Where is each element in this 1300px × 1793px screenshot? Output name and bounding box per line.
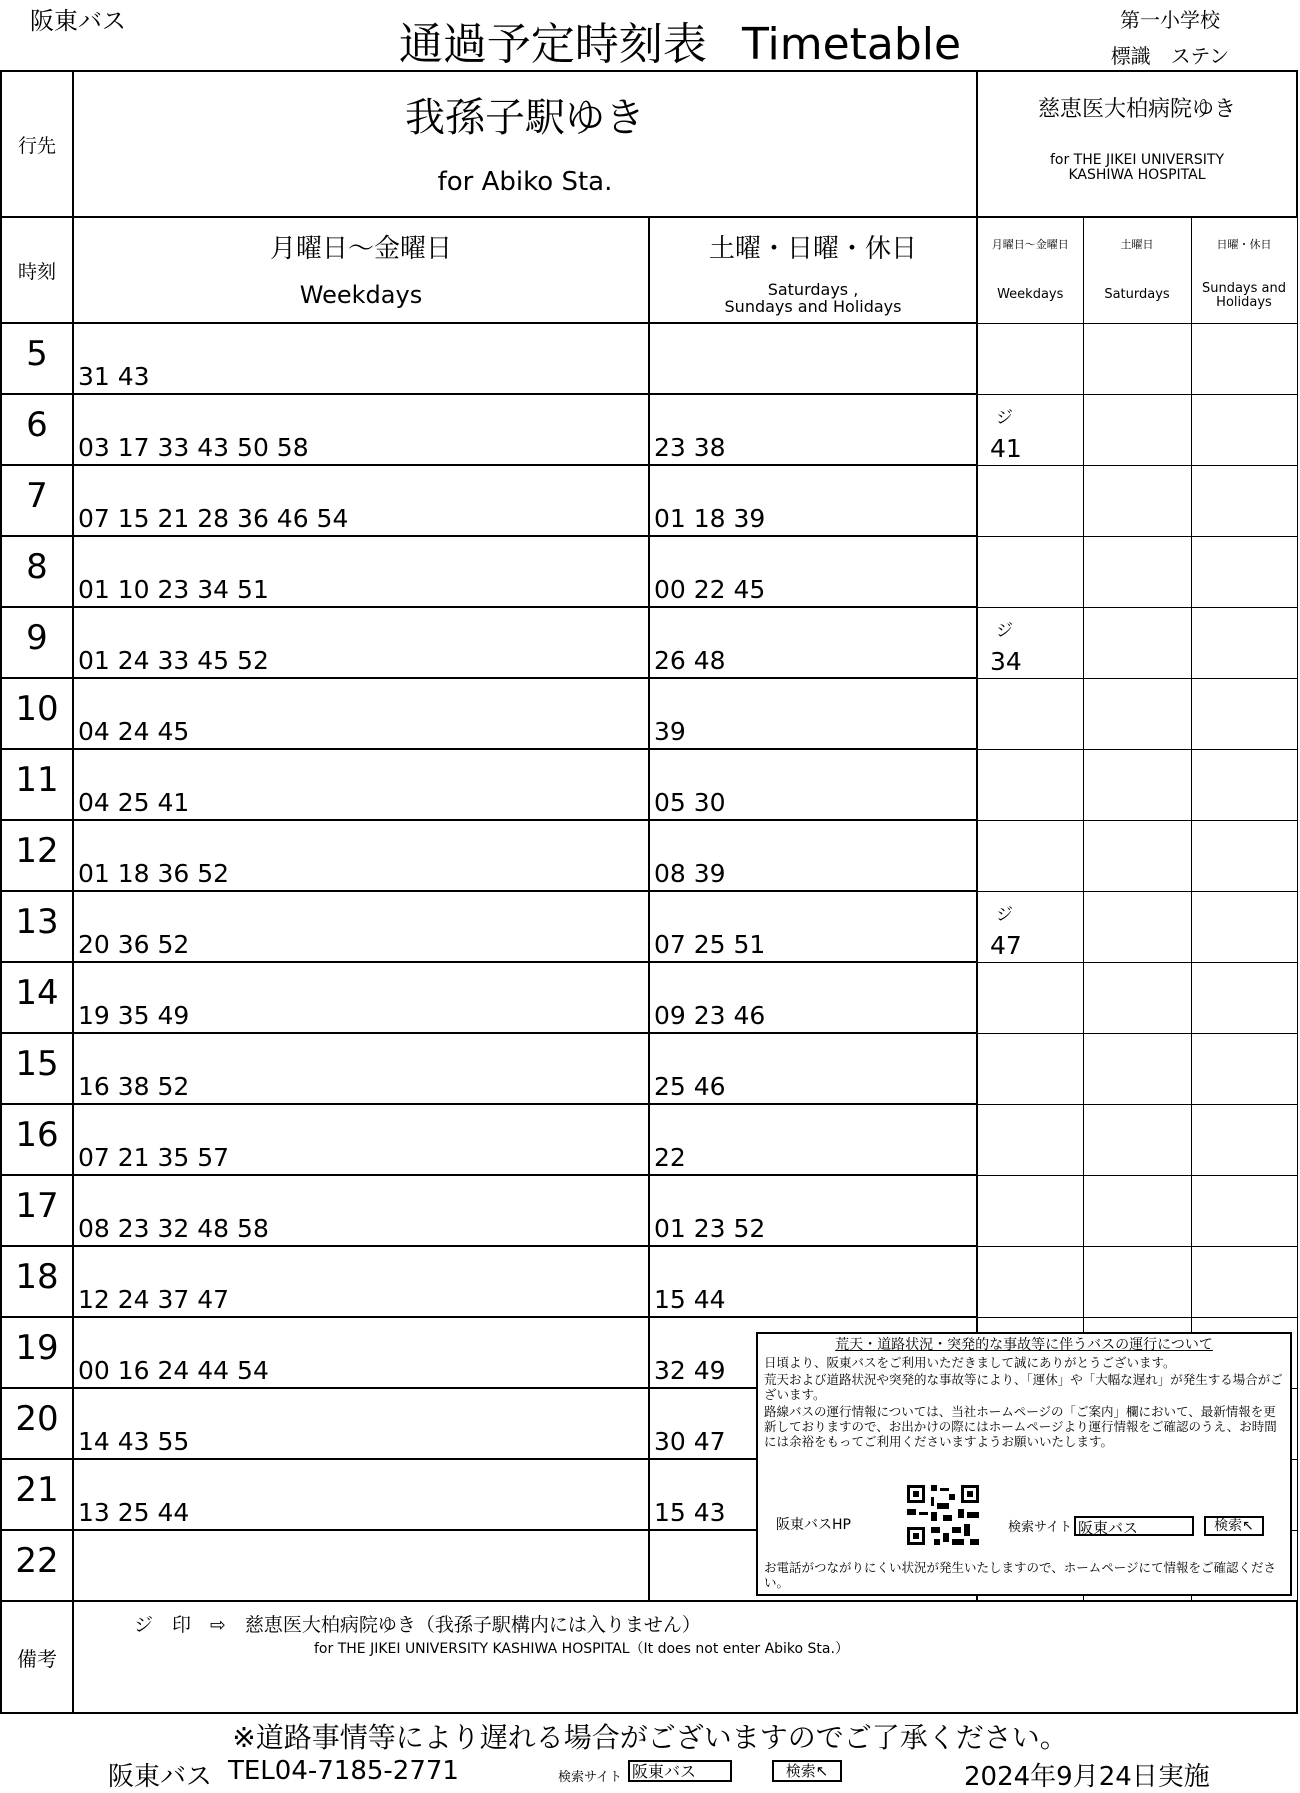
side-weekday-cell <box>977 891 1083 962</box>
side-holiday-cell <box>1191 891 1297 962</box>
hour-cell: 14 <box>1 962 73 1033</box>
hour-cell: 7 <box>1 465 73 536</box>
day-type-row <box>1 217 1297 323</box>
side-holiday-cell <box>1191 394 1297 465</box>
side-weekday-cell <box>977 323 1083 394</box>
hour-row <box>1 536 1297 607</box>
weekday-minutes-cell <box>73 749 649 820</box>
side-weekday-cell <box>977 465 1083 536</box>
side-weekdays-jp: 月曜日～金曜日 <box>991 238 1069 251</box>
side-holiday-cell <box>1191 607 1297 678</box>
hour-cell: 10 <box>1 678 73 749</box>
main-destination-en: for Abiko Sta. <box>437 167 613 197</box>
holiday-minutes-cell <box>649 678 977 749</box>
weekday-minutes-cell <box>73 465 649 536</box>
side-holiday-cell <box>1191 1033 1297 1104</box>
side-holiday-cell <box>1191 1246 1297 1317</box>
side-destination-jp: 慈恵医大柏病院ゆき <box>1037 97 1236 122</box>
hour-cell: 18 <box>1 1246 73 1317</box>
holiday-minutes-cell <box>649 1033 977 1104</box>
holiday-minutes: 09 23 46 <box>654 1001 766 1030</box>
hour-row <box>1 891 1297 962</box>
holiday-minutes: 23 38 <box>654 433 726 462</box>
hour-row <box>1 1104 1297 1175</box>
side-saturday-cell <box>1083 820 1191 891</box>
hour-cell: 8 <box>1 536 73 607</box>
side-holiday-cell <box>1191 962 1297 1033</box>
remarks-row <box>1 1601 1297 1713</box>
side-holiday-cell <box>1191 465 1297 536</box>
side-saturdays-header <box>1083 217 1191 323</box>
side-weekday-minutes: 34 <box>990 646 1022 676</box>
weekday-minutes-cell <box>73 394 649 465</box>
weekday-minutes: 13 25 44 <box>78 1498 190 1527</box>
side-holiday-cell <box>1191 1104 1297 1175</box>
notice-paragraph-4: お電話がつながりにくい状況が発生いたしますので、ホームページにて情報をご確認ください。 <box>764 1560 1277 1590</box>
side-saturday-cell <box>1083 536 1191 607</box>
side-holiday-cell <box>1191 678 1297 749</box>
side-weekday-minutes: 41 <box>990 433 1022 463</box>
cursor-arrow-icon: ↖ <box>815 1762 829 1780</box>
hour-cell: 21 <box>1 1459 73 1530</box>
title-en: Timetable <box>741 19 962 70</box>
route-mark: ジ <box>996 407 1013 428</box>
holiday-minutes-cell <box>649 323 977 394</box>
weekday-minutes-cell <box>73 1530 649 1601</box>
footer-search-button <box>772 1760 842 1782</box>
hour-cell: 5 <box>1 323 73 394</box>
side-holidays-en <box>1192 282 1297 310</box>
side-weekday-minutes: 47 <box>990 930 1022 960</box>
hour-cell: 9 <box>1 607 73 678</box>
hour-cell: 11 <box>1 749 73 820</box>
side-saturday-cell <box>1083 1104 1191 1175</box>
side-saturday-cell <box>1083 465 1191 536</box>
weekday-minutes-cell <box>73 1246 649 1317</box>
holiday-minutes: 30 47 <box>654 1427 726 1456</box>
holiday-minutes-cell <box>649 465 977 536</box>
holiday-minutes: 39 <box>654 717 686 746</box>
side-weekday-cell <box>977 394 1083 465</box>
side-weekday-cell <box>977 1033 1083 1104</box>
remarks-line2: for THE JIKEI UNIVERSITY KASHIWA HOSPITAL（It does not enter Abiko Sta.） <box>314 1641 849 1657</box>
side-destination <box>977 71 1297 217</box>
hour-row <box>1 749 1297 820</box>
side-weekday-cell <box>977 820 1083 891</box>
hour-row <box>1 820 1297 891</box>
weekday-minutes-cell <box>73 1317 649 1388</box>
hour-row <box>1 1033 1297 1104</box>
weekday-minutes: 01 10 23 34 51 <box>78 575 269 604</box>
footer-search-label: 検索サイト <box>558 1770 623 1785</box>
holiday-minutes: 01 18 39 <box>654 504 766 533</box>
notice-paragraph-2: 荒天および道路状況や突発的な事故等により、「運休」や「大幅な遅れ」が発生する場合がございます。 <box>764 1372 1283 1402</box>
qr-code-icon[interactable] <box>904 1482 982 1548</box>
weekday-minutes: 04 25 41 <box>78 788 190 817</box>
notice-search-button-label: 検索 <box>1214 1518 1243 1534</box>
holiday-minutes: 08 39 <box>654 859 726 888</box>
weekday-minutes-cell <box>73 536 649 607</box>
weekday-minutes-cell <box>73 1388 649 1459</box>
notice-search-button <box>1204 1516 1264 1536</box>
remarks-content <box>73 1601 1297 1713</box>
hour-cell: 12 <box>1 820 73 891</box>
weekday-minutes: 31 43 <box>78 362 150 391</box>
route-mark: ジ <box>996 620 1013 641</box>
delay-disclaimer: ※道路事情等により遅れる場合がございますのでご了承ください。 <box>232 1721 1068 1754</box>
holiday-minutes: 32 49 <box>654 1356 726 1385</box>
side-saturday-cell <box>1083 678 1191 749</box>
title-jp: 通過予定時刻表 <box>398 19 707 70</box>
holiday-minutes-cell <box>649 394 977 465</box>
hour-cell: 15 <box>1 1033 73 1104</box>
side-holiday-cell <box>1191 749 1297 820</box>
weekday-minutes-cell <box>73 323 649 394</box>
weekday-minutes: 04 24 45 <box>78 717 190 746</box>
notice-title: 荒天・道路状況・突発的な事故等に伴うバスの運行について <box>835 1337 1213 1353</box>
side-weekday-cell <box>977 1104 1083 1175</box>
stop-name: 第一小学校 <box>1120 8 1220 32</box>
weekday-minutes-cell <box>73 820 649 891</box>
holiday-minutes: 22 <box>654 1143 686 1172</box>
weekday-minutes: 12 24 37 47 <box>78 1285 230 1314</box>
notice-search-box: 阪東バス <box>1074 1516 1194 1536</box>
side-saturday-cell <box>1083 1033 1191 1104</box>
hour-row <box>1 962 1297 1033</box>
holiday-minutes-cell <box>649 1104 977 1175</box>
service-notice <box>756 1332 1292 1596</box>
time-label: 時刻 <box>1 217 73 323</box>
notice-paragraph-3: 路線バスの運行情報については、当社ホームページの「ご案内」欄において、最新情報を更新しておりますので、お出かけの際にはホームページより運行情報をご確認のうえ、お時間には余裕をもってご利用くださいますようお願いいたします。 <box>764 1404 1277 1449</box>
holiday-minutes-cell <box>649 962 977 1033</box>
holiday-minutes: 15 43 <box>654 1498 726 1527</box>
side-destination-en-line2: KASHIWA HOSPITAL <box>1068 167 1206 183</box>
hour-cell: 13 <box>1 891 73 962</box>
side-holidays-jp: 日曜・休日 <box>1216 238 1272 251</box>
holiday-minutes: 07 25 51 <box>654 930 766 959</box>
homepage-label: 阪東バスHP <box>776 1517 851 1533</box>
hour-row <box>1 1246 1297 1317</box>
weekday-minutes: 01 24 33 45 52 <box>78 646 269 675</box>
side-holiday-cell <box>1191 323 1297 394</box>
footer-company: 阪東バス <box>108 1762 213 1792</box>
holiday-minutes: 00 22 45 <box>654 575 766 604</box>
weekday-minutes: 08 23 32 48 58 <box>78 1214 269 1243</box>
side-weekdays-en: Weekdays <box>997 287 1064 302</box>
side-holidays-en-line2: Holidays <box>1216 295 1272 310</box>
holiday-minutes-cell <box>649 607 977 678</box>
main-holidays-en <box>650 281 976 315</box>
hour-row <box>1 1175 1297 1246</box>
hour-row <box>1 323 1297 394</box>
footer-phone: TEL04-7185-2771 <box>228 1756 459 1786</box>
weekday-minutes-cell <box>73 1459 649 1530</box>
main-destination-jp: 我孫子駅ゆき <box>405 95 645 141</box>
hour-cell: 6 <box>1 394 73 465</box>
company-name: 阪東バス <box>30 7 126 35</box>
side-weekday-cell <box>977 749 1083 820</box>
weekday-minutes: 00 16 24 44 54 <box>78 1356 269 1385</box>
main-destination <box>73 71 977 217</box>
side-destination-en <box>978 153 1296 183</box>
side-saturday-cell <box>1083 1175 1191 1246</box>
holiday-minutes-cell <box>649 1175 977 1246</box>
weekday-minutes-cell <box>73 1175 649 1246</box>
route-mark: ジ <box>996 904 1013 925</box>
effective-date: 2024年9月24日実施 <box>964 1762 1210 1792</box>
remarks-line1: ジ 印 ⇨ 慈恵医大柏病院ゆき（我孫子駅構内には入りません） <box>134 1614 701 1636</box>
holiday-minutes: 26 48 <box>654 646 726 675</box>
hour-cell: 22 <box>1 1530 73 1601</box>
side-saturday-cell <box>1083 1246 1191 1317</box>
holiday-minutes: 15 44 <box>654 1285 726 1314</box>
notice-paragraph-1: 日頃より、阪東バスをご利用いただきまして誠にありがとうございます。 <box>764 1355 1176 1370</box>
remarks-label: 備考 <box>1 1601 73 1713</box>
holiday-minutes-cell <box>649 891 977 962</box>
holiday-minutes: 25 46 <box>654 1072 726 1101</box>
weekday-minutes: 14 43 55 <box>78 1427 190 1456</box>
weekday-minutes: 01 18 36 52 <box>78 859 230 888</box>
hour-row <box>1 607 1297 678</box>
hour-cell: 19 <box>1 1317 73 1388</box>
weekday-minutes: 16 38 52 <box>78 1072 190 1101</box>
holiday-minutes: 01 23 52 <box>654 1214 766 1243</box>
holiday-minutes: 05 30 <box>654 788 726 817</box>
main-weekdays-en: Weekdays <box>299 281 423 309</box>
side-weekday-cell <box>977 678 1083 749</box>
weekday-minutes-cell <box>73 962 649 1033</box>
destination-label: 行先 <box>1 71 73 217</box>
holiday-minutes-cell <box>649 820 977 891</box>
side-saturday-cell <box>1083 749 1191 820</box>
holiday-minutes-cell <box>649 536 977 607</box>
weekday-minutes-cell <box>73 1104 649 1175</box>
hour-row <box>1 394 1297 465</box>
side-saturday-cell <box>1083 891 1191 962</box>
weekday-minutes: 03 17 33 43 50 58 <box>78 433 309 462</box>
weekday-minutes: 20 36 52 <box>78 930 190 959</box>
destination-row <box>1 71 1297 217</box>
side-saturday-cell <box>1083 962 1191 1033</box>
main-holidays-header <box>649 217 977 323</box>
footer-search-button-label: 検索 <box>785 1762 816 1780</box>
side-weekday-cell <box>977 536 1083 607</box>
weekday-minutes-cell <box>73 607 649 678</box>
hour-cell: 17 <box>1 1175 73 1246</box>
page-title <box>300 8 1060 72</box>
side-saturdays-jp: 土曜日 <box>1120 238 1154 251</box>
hour-row <box>1 678 1297 749</box>
holiday-minutes-cell <box>649 749 977 820</box>
main-holidays-jp: 土曜・日曜・休日 <box>708 234 917 264</box>
hour-cell: 16 <box>1 1104 73 1175</box>
side-destination-en-line1: for THE JIKEI UNIVERSITY <box>1049 152 1225 168</box>
footer-search-box: 阪東バス <box>628 1760 732 1782</box>
hour-cell: 20 <box>1 1388 73 1459</box>
weekday-minutes: 07 15 21 28 36 46 54 <box>78 504 349 533</box>
main-weekdays-jp: 月曜日～金曜日 <box>269 234 452 264</box>
holiday-minutes-cell <box>649 1246 977 1317</box>
side-weekdays-header <box>977 217 1083 323</box>
side-saturday-cell <box>1083 607 1191 678</box>
main-holidays-en-line2: Sundays and Holidays <box>724 297 902 316</box>
main-weekdays-header <box>73 217 649 323</box>
weekday-minutes: 19 35 49 <box>78 1001 190 1030</box>
stop-type: 標識 ステン <box>1110 44 1230 68</box>
weekday-minutes-cell <box>73 678 649 749</box>
weekday-minutes-cell <box>73 1033 649 1104</box>
side-holidays-header <box>1191 217 1297 323</box>
side-weekday-cell <box>977 607 1083 678</box>
cursor-arrow-icon: ↖ <box>1242 1518 1254 1534</box>
side-holiday-cell <box>1191 820 1297 891</box>
side-holiday-cell <box>1191 1175 1297 1246</box>
side-weekday-cell <box>977 962 1083 1033</box>
side-saturday-cell <box>1083 394 1191 465</box>
notice-search-label: 検索サイト <box>1008 1520 1073 1535</box>
side-holiday-cell <box>1191 536 1297 607</box>
weekday-minutes: 07 21 35 57 <box>78 1143 230 1172</box>
side-weekday-cell <box>977 1246 1083 1317</box>
side-saturday-cell <box>1083 323 1191 394</box>
main-holidays-en-line1: Saturdays , <box>767 280 859 299</box>
side-saturdays-en: Saturdays <box>1104 287 1170 302</box>
side-weekday-cell <box>977 1175 1083 1246</box>
hour-row <box>1 465 1297 536</box>
side-holidays-en-line1: Sundays and <box>1201 281 1286 296</box>
weekday-minutes-cell <box>73 891 649 962</box>
